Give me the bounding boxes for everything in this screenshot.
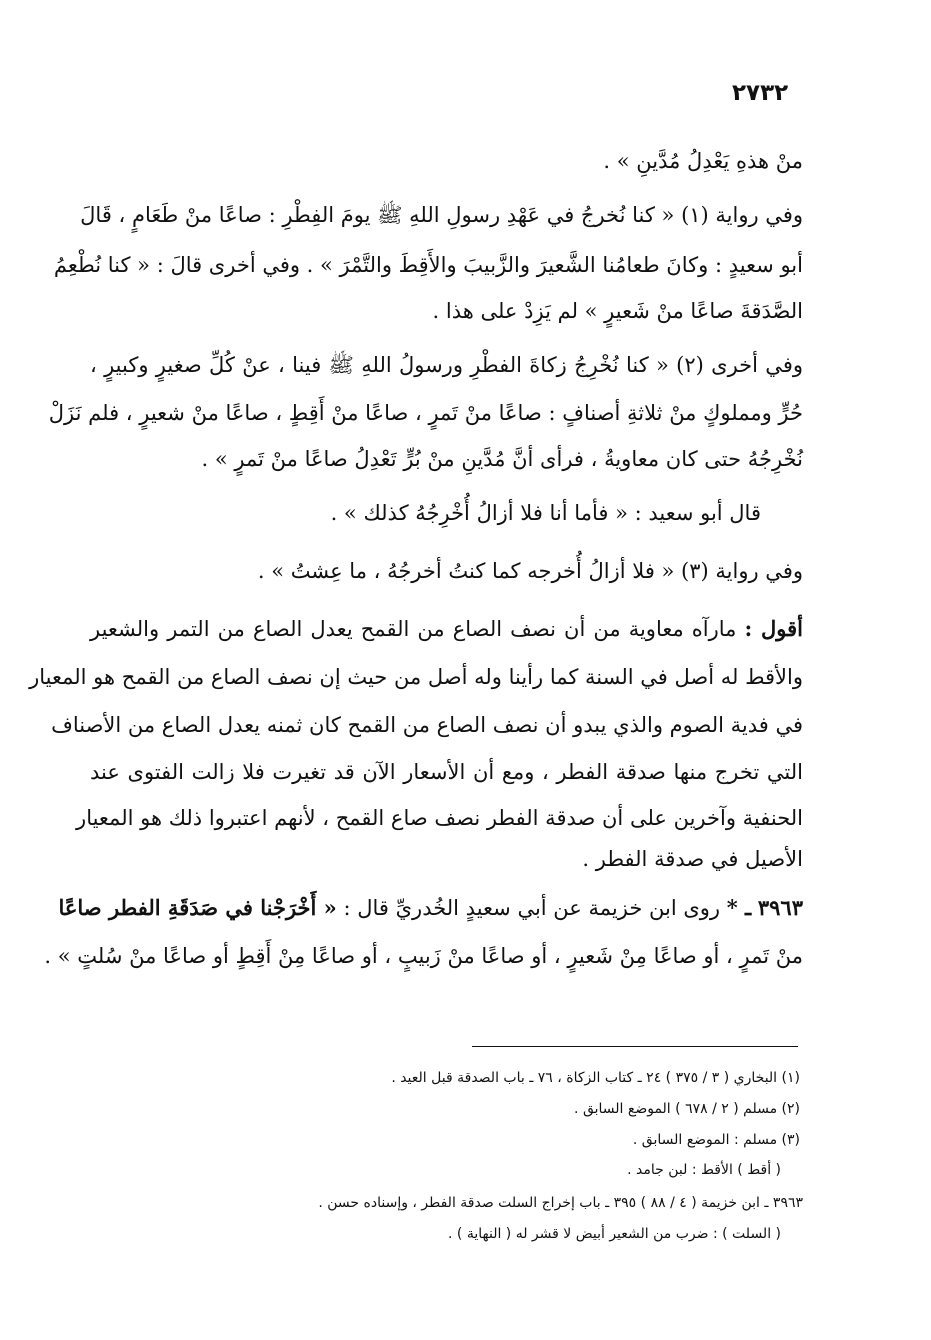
text-line: والأقط له أصل في السنة كما رأينا وله أصل من حيث إن نصف الصاع من القمح هو المعيار	[29, 665, 803, 689]
text-line: التي تخرج منها صدقة الفطر ، ومع أن الأسعار الآن قد تغيرت فلا زالت الفتوى عند	[90, 760, 803, 784]
page-number: ٢٧٣٢	[732, 80, 789, 106]
text-line: الأصيل في صدقة الفطر .	[582, 847, 803, 871]
text-line: وفي رواية (١) « كنا نُخرجُ في عَهْدِ رسولِ اللهِ ﷺ يومَ الفِطْرِ : صاعًا منْ طَعَامٍ ، قَالَ	[80, 203, 803, 227]
footnote: (٢) مسلم ( ٢ / ٦٧٨ ) الموضع السابق .	[574, 1101, 800, 1117]
commentary-text: مارآه معاوية من أن نصف الصاع من القمح يعدل الصاع من التمر والشعير	[90, 617, 737, 641]
text-line: الحنفية وآخرين على أن صدقة الفطر نصف صاع القمح ، لأنهم اعتبروا ذلك هو المعيار	[76, 806, 803, 830]
footnote-separator	[472, 1046, 798, 1047]
text-line: الصَّدَقةَ صاعًا منْ شَعيرٍ » لم يَزِدْ على هذا .	[432, 299, 803, 323]
footnote: ٣٩٦٣ ـ ابن خزيمة ( ٤ / ٨٨ ) ٣٩٥ ـ باب إخراج السلت صدقة الفطر ، وإسناده حسن .	[318, 1195, 803, 1211]
text-line: منْ تَمرٍ ، أو صاعًا مِنْ شَعيرٍ ، أو صاعًا منْ زَبيبٍ ، أو صاعًا مِنْ أَقِطٍ أو صاعًا منْ سُلتٍ » .	[44, 944, 803, 968]
footnote: (١) البخاري ( ٣ / ٣٧٥ ) ٢٤ ـ كتاب الزكاة ، ٧٦ ـ باب الصدقة قبل العيد .	[391, 1070, 800, 1086]
text-line: منْ هذهِ يَعْدِلُ مُدَّينِ » .	[603, 149, 803, 173]
aqulu-label: أقول :	[744, 616, 803, 641]
hadith-line	[58, 893, 803, 923]
hadith-quote: « أَخْرَجْنا في صَدَقَةِ الفطر صاعًا	[58, 895, 337, 920]
hadith-marker: ـ *	[726, 895, 752, 920]
text-line: حُرٍّ ومملوكٍ منْ ثلاثةِ أصنافٍ : صاعًا منْ تَمرٍ ، صاعًا منْ أَقِطٍ ، صاعًا منْ شعيرٍ ، فلم نَزَلْ	[48, 401, 803, 425]
text-line: وفي رواية (٣) « فلا أزالُ أُخرجه كما كنتُ أخرجُهُ ، ما عِشتُ » .	[257, 559, 803, 583]
text-line: في فدية الصوم والذي يبدو أن نصف الصاع من القمح كان ثمنه يعدل الصاع من الأصناف	[51, 713, 803, 737]
text-line: قال أبو سعيد : « فأما أنا فلا أزالُ أُخْرِجُهُ كذلك » .	[330, 501, 761, 525]
commentary-line	[90, 614, 803, 644]
text-line: أبو سعيدٍ : وكانَ طعامُنا الشَّعيرَ والزَّبيبَ والأَقِطَ والتَّمْرَ » . وفي أخرى قالَ : « كنا نُطْعِمُ	[53, 253, 803, 277]
hadith-text: روى ابن خزيمة عن أبي سعيدٍ الخُدريِّ قال :	[343, 896, 721, 920]
text-line: وفي أخرى (٢) « كنا نُخْرِجُ زكاةَ الفطْرِ ورسولُ اللهِ ﷺ فينا ، عنْ كُلِّ صغيرٍ وكبيرٍ ،	[90, 353, 803, 377]
footnote: ( السلت ) : ضرب من الشعير أبيض لا قشر له ( النهاية ) .	[448, 1226, 781, 1242]
hadith-number: ٣٩٦٣	[757, 895, 803, 920]
text-line: نُخْرِجُهُ حتى كان معاويةُ ، فرأى أنَّ مُدَّينِ منْ بُرٍّ تَعْدِلُ صاعًا منْ تَمرٍ » .	[201, 447, 803, 471]
footnote: (٣) مسلم : الموضع السابق .	[632, 1132, 800, 1148]
footnote: ( أقط ) الأقط : لبن جامد .	[627, 1162, 781, 1178]
